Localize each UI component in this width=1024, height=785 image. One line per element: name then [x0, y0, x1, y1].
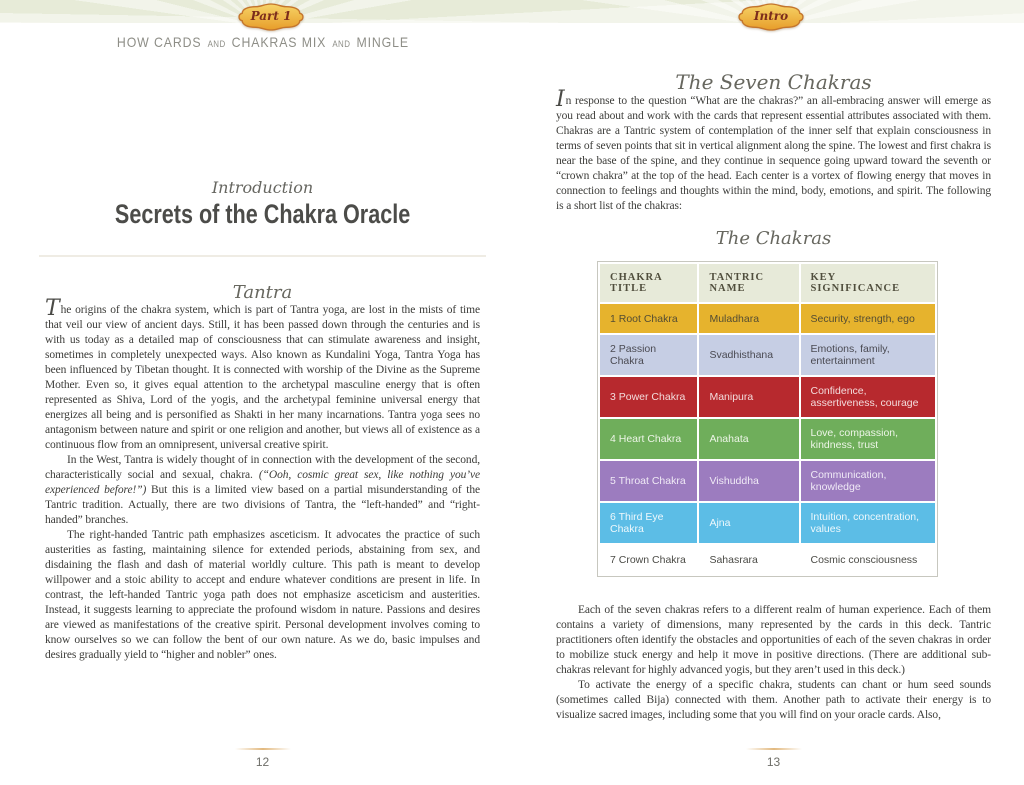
running-header-seg: HOW CARDS — [116, 34, 202, 50]
table-row: 1 Root Chakra Muladhara Security, strength, ego — [600, 304, 935, 333]
table-row: 5 Throat Chakra Vishuddha Communication, knowledge — [600, 461, 935, 501]
page-number-rule — [235, 748, 291, 750]
chapter-intro-block — [45, 178, 480, 230]
top-banner — [0, 0, 1024, 23]
page-number-rule — [746, 748, 802, 750]
section-heading-seven-chakras: The Seven Chakras — [675, 70, 872, 94]
running-header-and: AND — [331, 39, 350, 49]
page-number-right: 13 — [556, 748, 991, 769]
intro-badge — [732, 1, 810, 33]
table-row: 4 Heart Chakra Anahata Love, compassion, kindness, trust — [600, 419, 935, 459]
running-header-seg: MINGLE — [356, 34, 409, 50]
part-badge-label: Part 1 — [250, 9, 292, 23]
chakra-table-wrap — [597, 261, 991, 577]
table-heading: The Chakras — [715, 228, 832, 249]
paragraph: The right-handed Tantric path emphasizes asceticism. It advocates the practice of such austerities as fasting, maintaining silence for extended periods, abstaining from sex, and disdaining the flash and dash of material worldly culture. This path is meant to develop willpower and a stoic ability to accept and endure whatever conditions are present in life. In contrast, the left-handed Tantric yoga path does not emphasize asceticism and austerities. Instead, it suggests learning to appreciate the profound wisdom in nature. Passions and desires are viewed as manifestations of the creative spirit. Personal development involves coming to know ourselves so we can follow the bent of our own nature. As we do, basic impulses and desires gradually yield to “higher and nobler” ones. — [45, 529, 480, 661]
intro-badge-label: Intro — [753, 9, 789, 23]
part-badge — [232, 1, 310, 33]
running-header — [45, 34, 480, 50]
page-title: Secrets of the Chakra Oracle — [114, 199, 411, 229]
page-number-left: 12 — [45, 748, 480, 769]
column-header: KEY SIGNIFICANCE — [810, 272, 901, 294]
paragraph: The origins of the chakra system, which is part of Tantra yoga, are lost in the mists of time that veil our view of ancient days. Still, it has been passed down through the centuries and is with us today as a detailed map of consciousness that can stimulate awareness and insight, sometimes in completely unexpected ways. Also known as Kundalini Yoga, Tantra Yoga has been influenced by Tibetan thought. It is connected with worship of the Divine as the Supreme Mother. Even so, it gives equal attention to the archetypal masculine energy that is often represented as Shiva, Lord of the yogis, and the archetypal feminine universal energy that energizes all being and is personified as Shakti in her many incarnations. Tantra yoga sees no antagonism between nature and spirit or one religion and another, but views all of existence as a continuous flow from an omnipresent, universal creative spirit. — [45, 296, 480, 451]
paragraph: In response to the question “What are the chakras?” an all-embracing answer will emerge as you read about and work with the cards that represent essential attributes associated with them. Chakras are a Tantric system of contemplation of the inner self that explain consciousness in terms of seven points that sit in vertical alignment along the spine. The lowest and first chakra is near the base of the spine, and they continue in sequence going upward toward the seventh or “crown chakra” at the top of the head. Each center is a vortex of flowing energy that moves in connection to feelings and thoughts within the mind, body, emotions, and spirit. The following is a short list of the chakras: — [556, 87, 991, 212]
chakra-table — [597, 261, 938, 577]
table-row: 3 Power Chakra Manipura Confidence, assertiveness, courage — [600, 377, 935, 417]
table-header-row — [600, 264, 935, 302]
running-header-seg: CHAKRAS MIX — [231, 34, 326, 50]
table-row: 6 Third Eye Chakra Ajna Intuition, concentration, values — [600, 503, 935, 543]
left-page — [45, 30, 480, 780]
right-page — [556, 30, 991, 780]
initial-cap: I — [556, 87, 565, 112]
divider — [39, 255, 486, 257]
initial-cap: T — [45, 296, 60, 321]
column-header: CHAKRA TITLE — [610, 272, 663, 294]
table-row: 2 Passion Chakra Svadhisthana Emotions, family, entertainment — [600, 335, 935, 375]
column-header: TANTRIC NAME — [709, 272, 765, 294]
running-header-and: AND — [207, 39, 226, 49]
paragraph: Each of the seven chakras refers to a different realm of human experience. Each of them contains a variety of dimensions, many represented by the cards in this deck. Tantric practitioners often identify the obstacles and opportunities of each of the seven chakras in order to mobilize stuck energy and help it move in positive directions. (There are additional sub-chakras relevant for highly advanced yogis, but they aren’t used in this deck.) — [556, 604, 991, 676]
paragraph: In the West, Tantra is widely thought of in connection with the development of the second, characteristically social and sexual, chakra. (“Ooh, cosmic great sex, like nothing you’ve experienced before!”) But this is a limited view based on a partial misunderstanding of the Tantric tradition. Actually, there are two divisions of Tantra, the “left-handed” and “right-handed” branches. — [45, 454, 480, 526]
section-heading-tantra: Tantra — [232, 282, 293, 303]
paragraph: To activate the energy of a specific chakra, students can chant or hum seed sounds (sometimes called Bija) connected with them. Another path to activate their energy is to visualize sacred images, including some that you will find on your oracle cards. Also, — [556, 679, 991, 721]
table-row: 7 Crown Chakra Sahasrara Cosmic consciousness — [600, 545, 935, 574]
italic-aside: (“Ooh, cosmic great sex, like nothing you’ve experienced before!”) — [45, 469, 480, 496]
chapter-kicker: Introduction — [211, 178, 314, 197]
right-text-flow — [556, 70, 991, 723]
left-text-flow — [45, 282, 480, 663]
